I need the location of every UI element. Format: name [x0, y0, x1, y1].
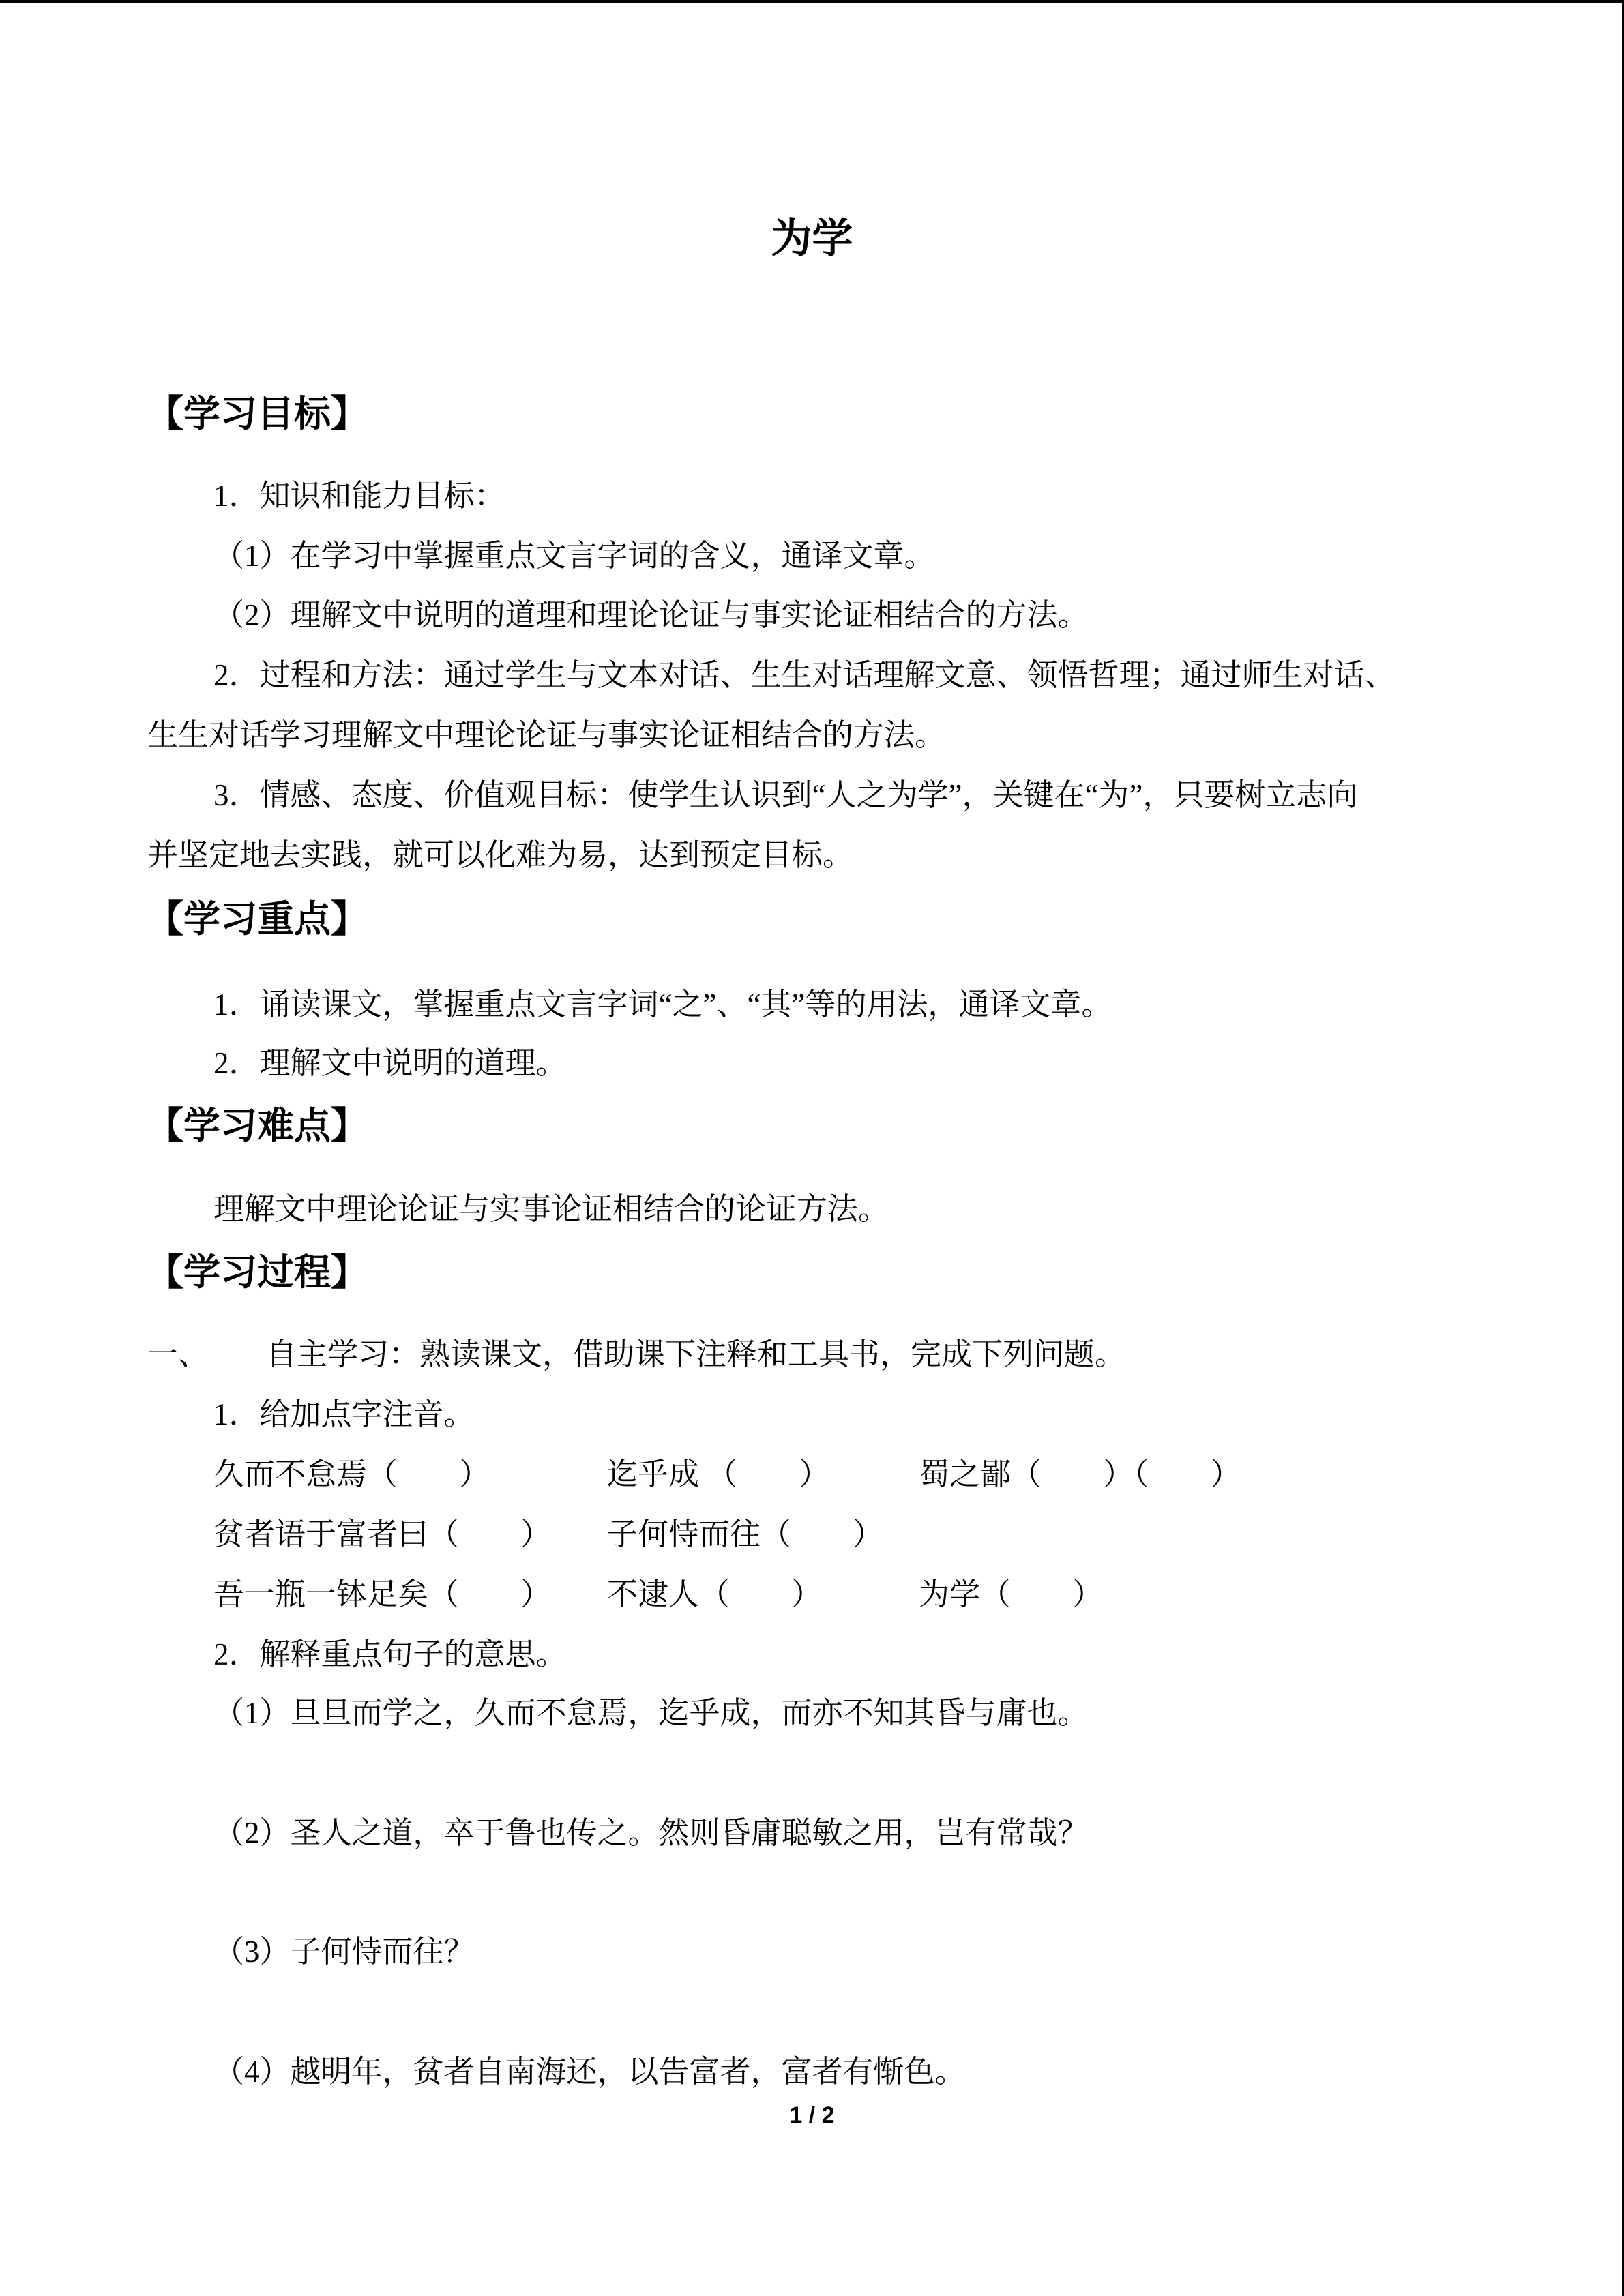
objective-item-1: 1．知识和能力目标： [213, 479, 505, 513]
objective-item-2-line-1: 2．过程和方法：通过学生与文本对话、生生对话理解文意、领悟哲理；通过师生对话、 [213, 658, 1396, 692]
pinyin-blank-item[interactable]: 贫者语于富者曰（ ） [213, 1517, 552, 1551]
heading-difficulties: 【学习难点】 [147, 1104, 368, 1147]
heading-key-points: 【学习重点】 [147, 897, 368, 940]
page-top-border [0, 0, 1624, 3]
pinyin-blank-item[interactable]: 久而不怠焉（ ） [213, 1457, 490, 1491]
key-point-item-2: 2．理解文中说明的道理。 [213, 1046, 567, 1080]
question-2-title: 2．解释重点句子的意思。 [213, 1637, 567, 1671]
pinyin-blank-item[interactable]: 蜀之鄙（ ）（ ） [919, 1457, 1241, 1491]
key-point-item-1: 1．诵读课文，掌握重点文言字词“之”、“其”等的用法，通译文章。 [213, 987, 1112, 1022]
objective-item-3-line-1: 3．情感、态度、价值观目标：使学生认识到“人之为学”，关键在“为”，只要树立志向 [213, 778, 1358, 812]
heading-process: 【学习过程】 [147, 1251, 368, 1294]
pinyin-blank-item[interactable]: 为学（ ） [919, 1577, 1104, 1611]
difficulty-text: 理解文中理论论证与实事论证相结合的论证方法。 [213, 1192, 889, 1226]
sentence-item: （3）子何恃而往？ [213, 1935, 475, 1969]
page-number: 1 / 2 [789, 2102, 835, 2128]
document-title: 为学 [771, 215, 853, 263]
pinyin-row-3 [0, 1574, 1624, 1615]
question-1-title: 1．给加点字注音。 [213, 1397, 475, 1431]
objective-item-2-line-2: 生生对话学习理解文中理论论证与事实论证相结合的方法。 [147, 718, 946, 752]
sentence-item: （2）圣人之道，卒于鲁也传之。然则昏庸聪敏之用，岂有常哉？ [213, 1816, 1089, 1850]
objective-item-1-sub-2: （2）理解文中说明的道理和理论论证与事实论证相结合的方法。 [213, 598, 1089, 632]
sentence-item: （1）旦旦而学之，久而不怠焉，迄乎成，而亦不知其昏与庸也。 [213, 1696, 1089, 1730]
process-part-1-text: 自主学习：熟读课文，借助课下注释和工具书，完成下列问题。 [266, 1337, 1126, 1371]
pinyin-blank-item[interactable]: 不逮人（ ） [607, 1577, 823, 1611]
process-part-1-label: 一、 [147, 1337, 209, 1371]
sentence-item: （4）越明年，贫者自南海还，以告富者，富者有惭色。 [213, 2055, 966, 2089]
pinyin-blank-item[interactable]: 子何恃而往（ ） [607, 1517, 884, 1551]
process-part-1 [147, 1334, 1125, 1375]
heading-objectives: 【学习目标】 [147, 392, 368, 435]
pinyin-blank-item[interactable]: 吾一瓶一钵足矣（ ） [213, 1577, 552, 1611]
objective-item-3-line-2: 并坚定地去实践，就可以化难为易，达到预定目标。 [147, 838, 854, 872]
pinyin-row-2 [0, 1514, 1624, 1555]
pinyin-row-1 [0, 1454, 1624, 1495]
pinyin-blank-item[interactable]: 迄乎成 （ ） [607, 1457, 830, 1491]
objective-item-1-sub-1: （1）在学习中掌握重点文言字词的含义，通译文章。 [213, 539, 935, 573]
